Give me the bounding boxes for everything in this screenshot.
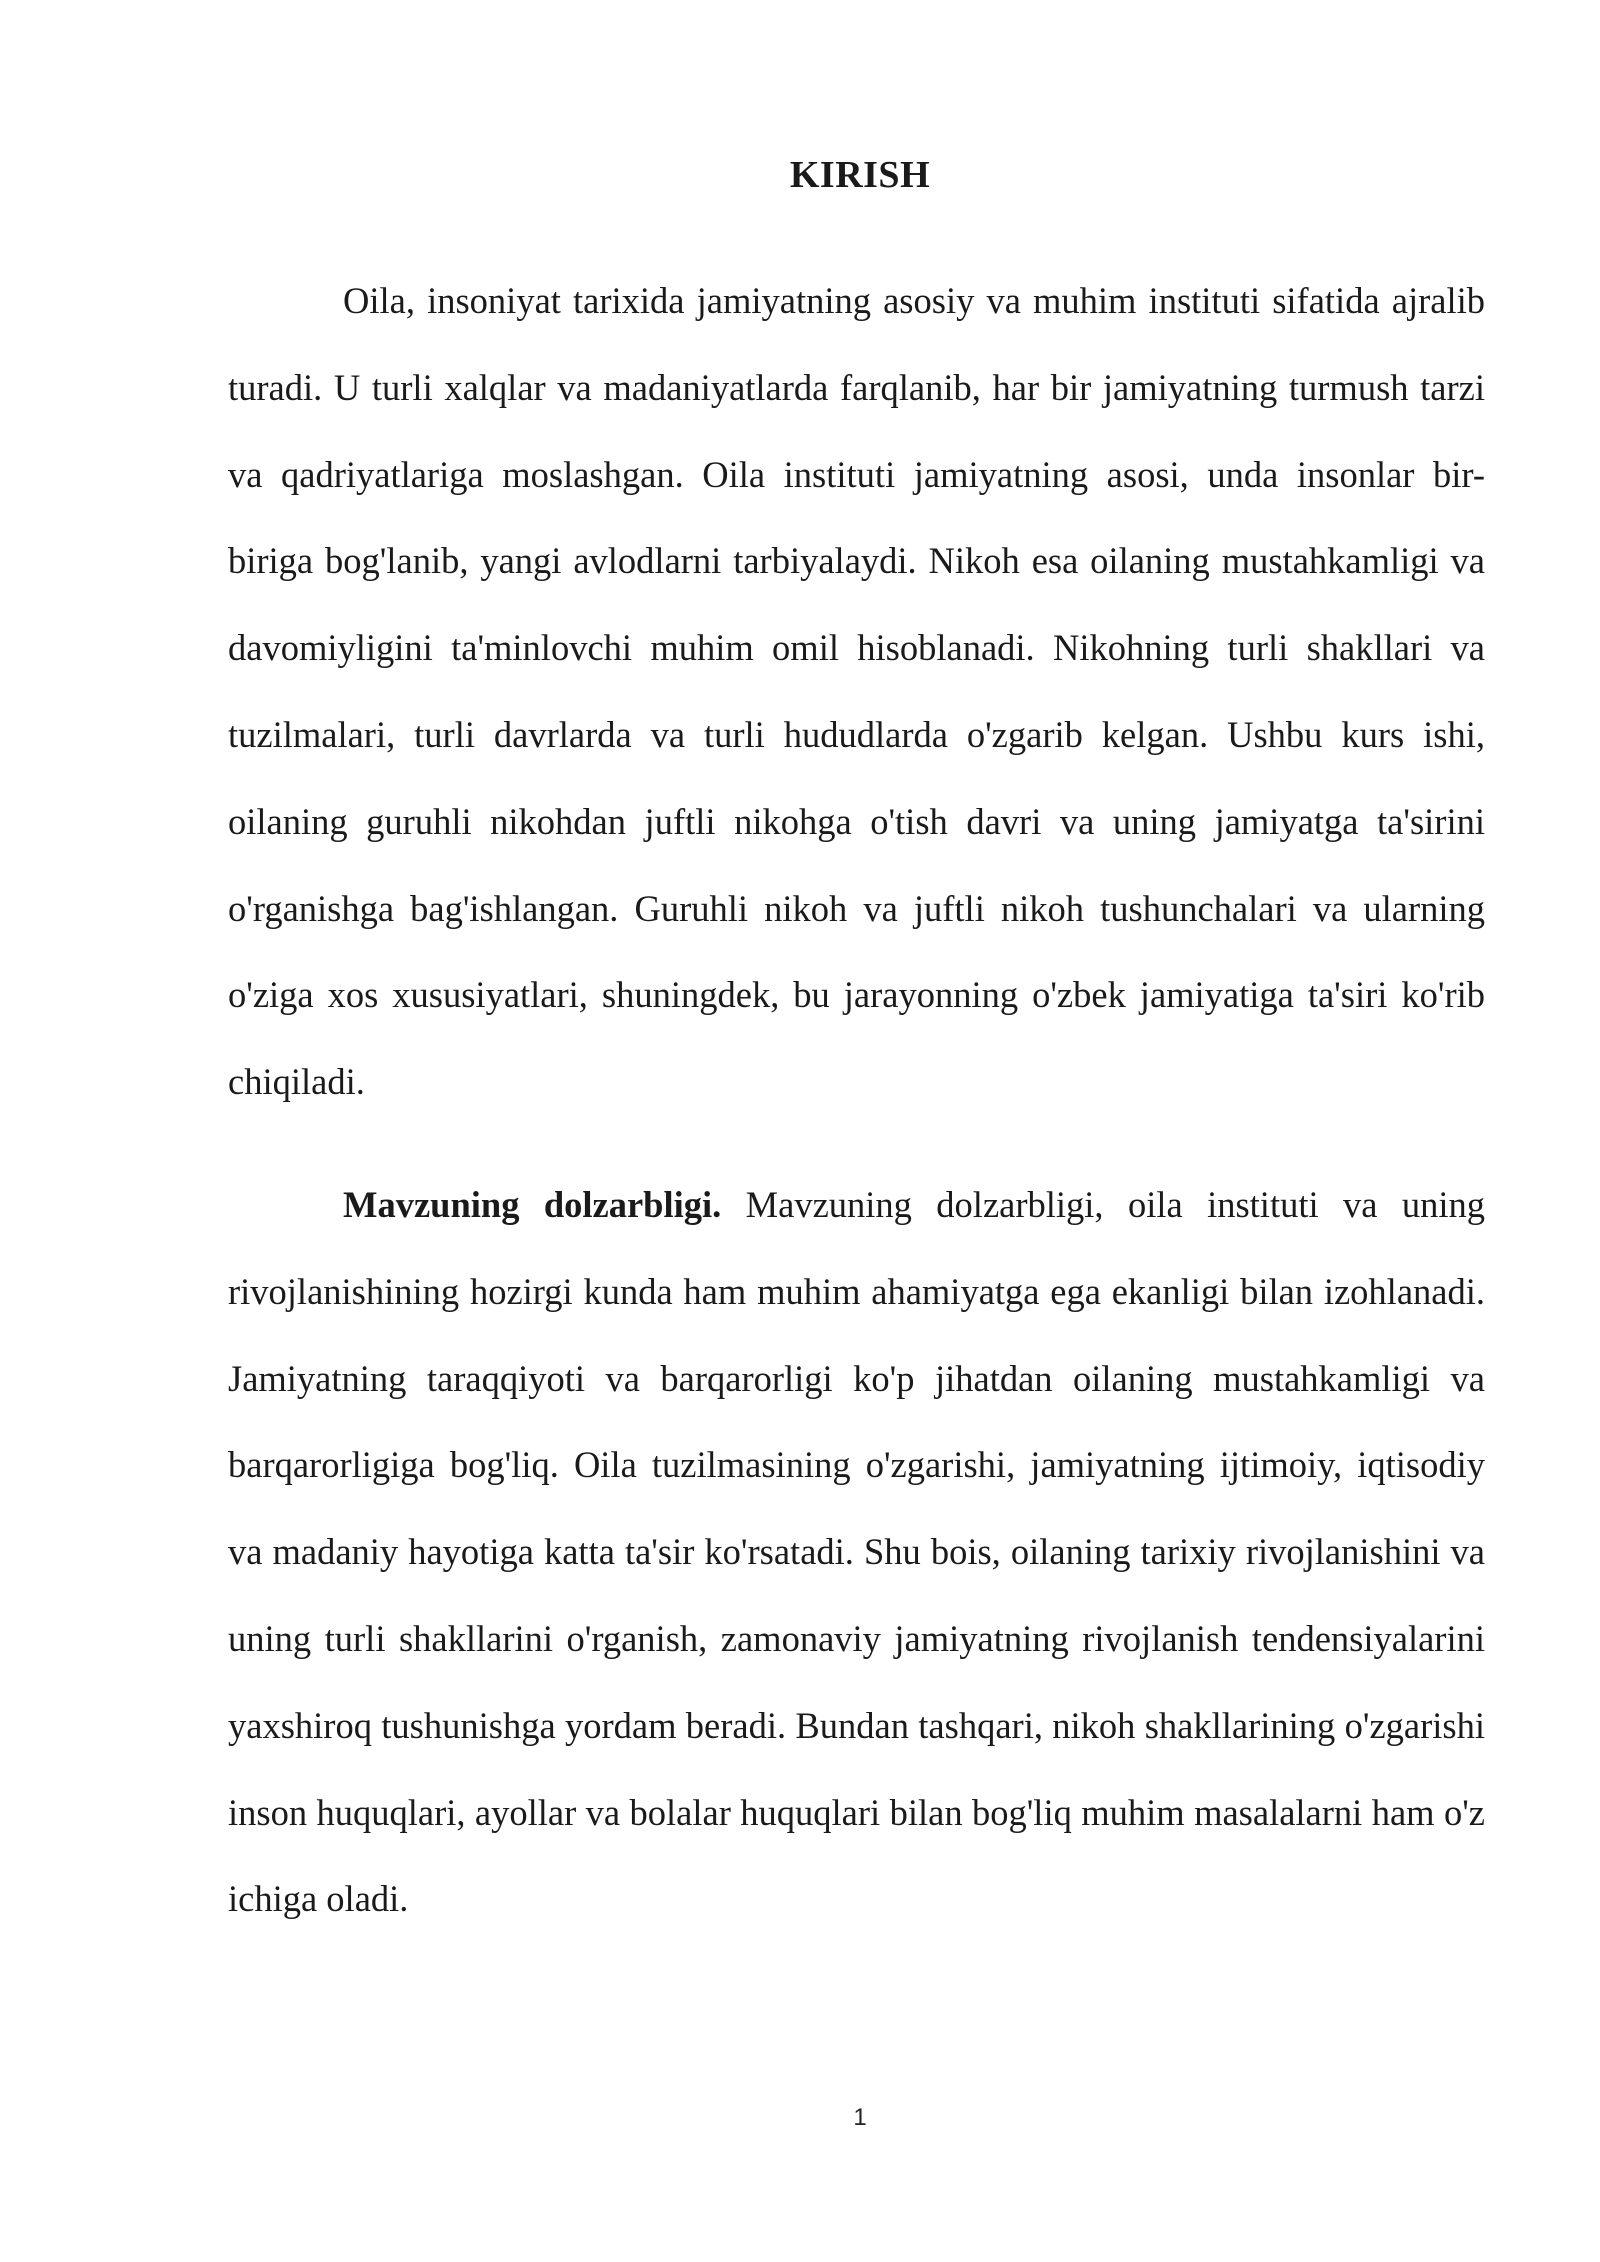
paragraph-relevance-text: Mavzuning dolzarbligi, oila instituti va uning rivojlanishining hozirgi kunda ham muhim ahamiyatga ega ekanligi bilan izohlanadi. Jamiyatning taraqqiyoti va barqarorligi ko'p jihatdan oilaning mustahkamligi va barqarorligiga bog'liq. Oila tuzilmasining o'zgarishi, jamiyatning ijtimoiy, iqtisodiy va madaniy hayotiga katta ta'sir ko'rsatadi. Shu bois, oilaning tarixiy rivojlanishini va uning turli shakllarini o'rganish, zamonaviy jamiyatning rivojlanish tendensiyalarini yaxshiroq tushunishga yordam beradi. Bundan tashqari, nikoh shakllarining o'zgarishi inson huquqlari, ayollar va bolalar huquqlari bilan bog'liq muhim masalalarni ham o'z ichiga oladi. [228, 1184, 1485, 1920]
paragraph-relevance-lead: Mavzuning dolzarbligi. [343, 1184, 722, 1225]
paragraph-introduction-text: Oila, insoniyat tarixida jamiyatning asosiy va muhim instituti sifatida ajralib turadi. U turli xalqlar va madaniyatlarda farqlanib, har bir jamiyatning turmush tarzi va qadriyatlariga moslashgan. Oila instituti jamiyatning asosi, unda insonlar bir-biriga bog'lanib, yangi avlodlarni tarbiyalaydi. Nikoh esa oilaning mustahkamligi va davomiyligini ta'minlovchi muhim omil hisoblanadi. Nikohning turli shakllari va tuzilmalari, turli davrlarda va turli hududlarda o'zgarib kelgan. Ushbu kurs ishi, oilaning guruhli nikohdan juftli nikohga o'tish davri va uning jamiyatga ta'sirini o'rganishga bag'ishlangan. Guruhli nikoh va juftli nikoh tushunchalari va ularning o'ziga xos xususiyatlari, shuningdek, bu jarayonning o'zbek jamiyatiga ta'siri ko'rib chiqiladi. [228, 280, 1485, 1103]
paragraph-introduction [228, 258, 1485, 1126]
page-title: KIRISH [789, 154, 931, 196]
paragraph-relevance [228, 1162, 1485, 1943]
page-number: 1 [853, 2104, 867, 2131]
